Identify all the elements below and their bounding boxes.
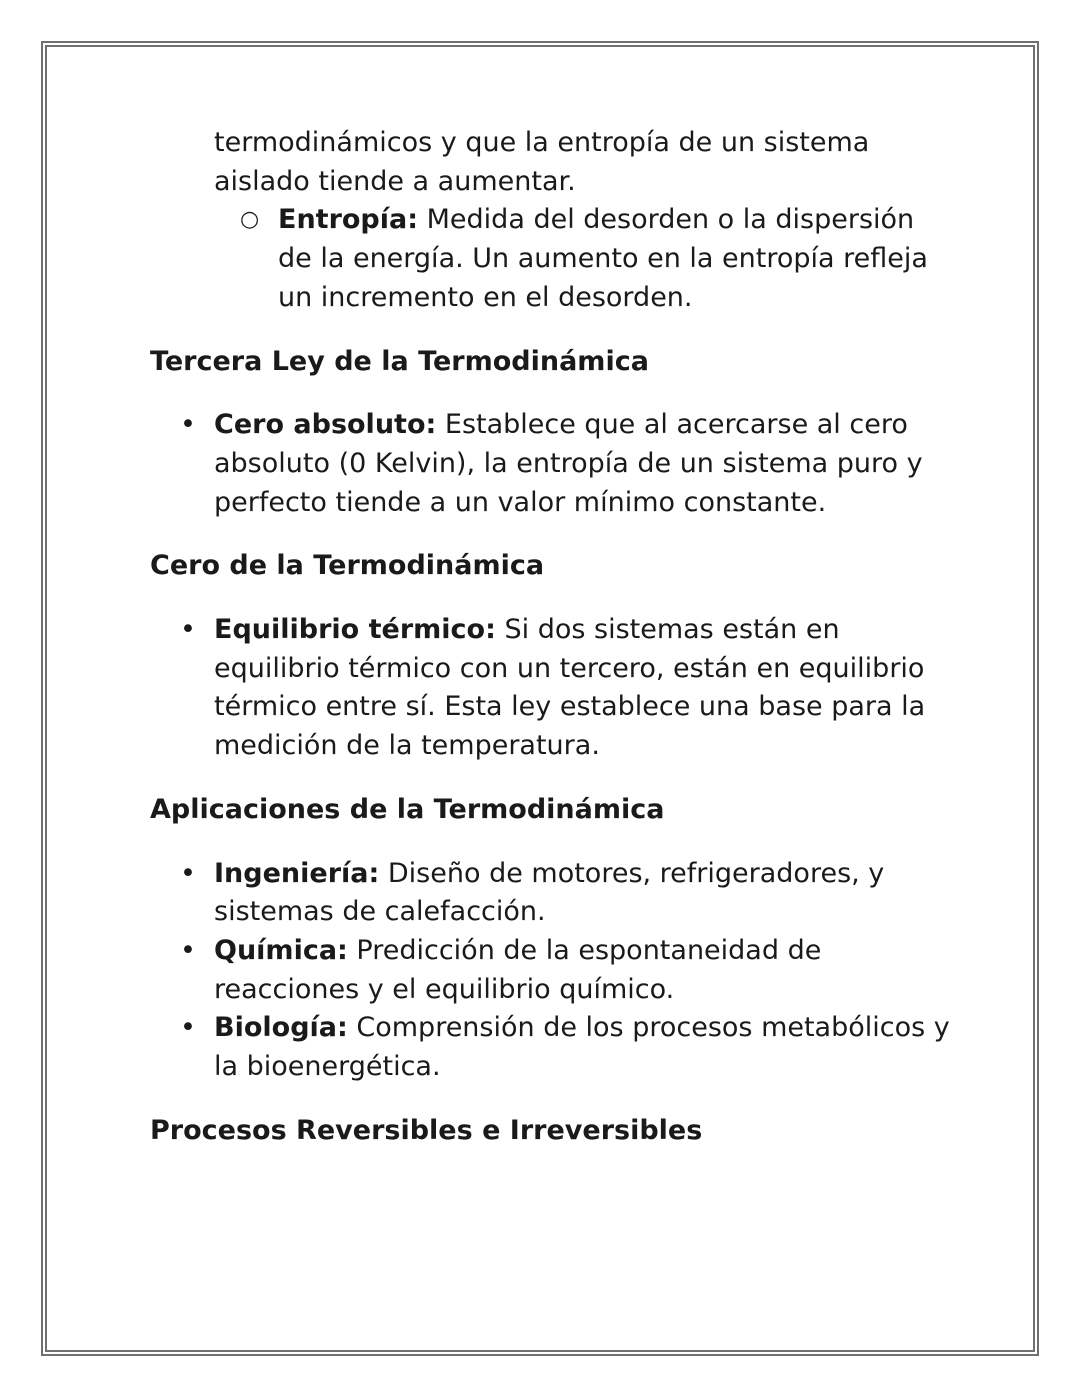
sub-bullet-icon: ○ [240, 207, 260, 233]
desc-equilibrio-termico: Si dos sistemas están en equilibrio térmico con un tercero, están en equilibrio térmico entre sí. Esta ley establece una base para la medición de la temperatura. [214, 614, 926, 762]
term-biologia: Biología: [214, 1012, 348, 1044]
term-entropia: Entropía: [278, 204, 419, 236]
term-quimica: Química: [214, 934, 348, 966]
bullet-icon: • [180, 857, 196, 889]
heading-procesos: Procesos Reversibles e Irreversibles [150, 1114, 703, 1146]
list-item-equilibrio-termico [180, 611, 950, 766]
term-equilibrio-termico: Equilibrio térmico: [214, 614, 496, 646]
list-item-quimica [180, 932, 950, 1009]
heading-tercera-ley: Tercera Ley de la Termodinámica [150, 345, 649, 377]
bullet-icon: • [180, 934, 196, 966]
term-ingenieria: Ingeniería: [214, 857, 380, 889]
heading-aplicaciones: Aplicaciones de la Termodinámica [150, 793, 665, 825]
entropy-sub-list [150, 201, 950, 317]
term-cero-absoluto: Cero absoluto: [214, 409, 437, 441]
document-body [150, 124, 950, 1150]
bullet-icon: • [180, 1012, 196, 1044]
list-item-entropia [240, 201, 950, 317]
cero-termodinamica-list [150, 611, 950, 766]
desc-entropia: Medida del desorden o la dispersión de la energía. Un aumento en la entropía refleja un incremento en el desorden. [278, 204, 928, 313]
bullet-icon: • [180, 409, 196, 441]
list-item-ingenieria [180, 855, 950, 932]
desc-cero-absoluto: Establece que al acercarse al cero absoluto (0 Kelvin), la entropía de un sistema puro y perfecto tiende a un valor mínimo constante. [214, 409, 923, 518]
aplicaciones-list [150, 855, 950, 1087]
list-item-cero-absoluto [180, 406, 950, 522]
heading-cero-termodinamica: Cero de la Termodinámica [150, 550, 545, 582]
list-item-biologia [180, 1009, 950, 1086]
tercera-ley-list [150, 406, 950, 522]
desc-ingenieria: Diseño de motores, refrigeradores, y sistemas de calefacción. [214, 857, 885, 928]
bullet-icon: • [180, 614, 196, 646]
desc-quimica: Predicción de la espontaneidad de reacciones y el equilibrio químico. [214, 934, 822, 1005]
desc-biologia: Comprensión de los procesos metabólicos y la bioenergética. [214, 1012, 950, 1083]
continuation-paragraph: termodinámicos y que la entropía de un sistema aislado tiende a aumentar. [214, 127, 870, 197]
